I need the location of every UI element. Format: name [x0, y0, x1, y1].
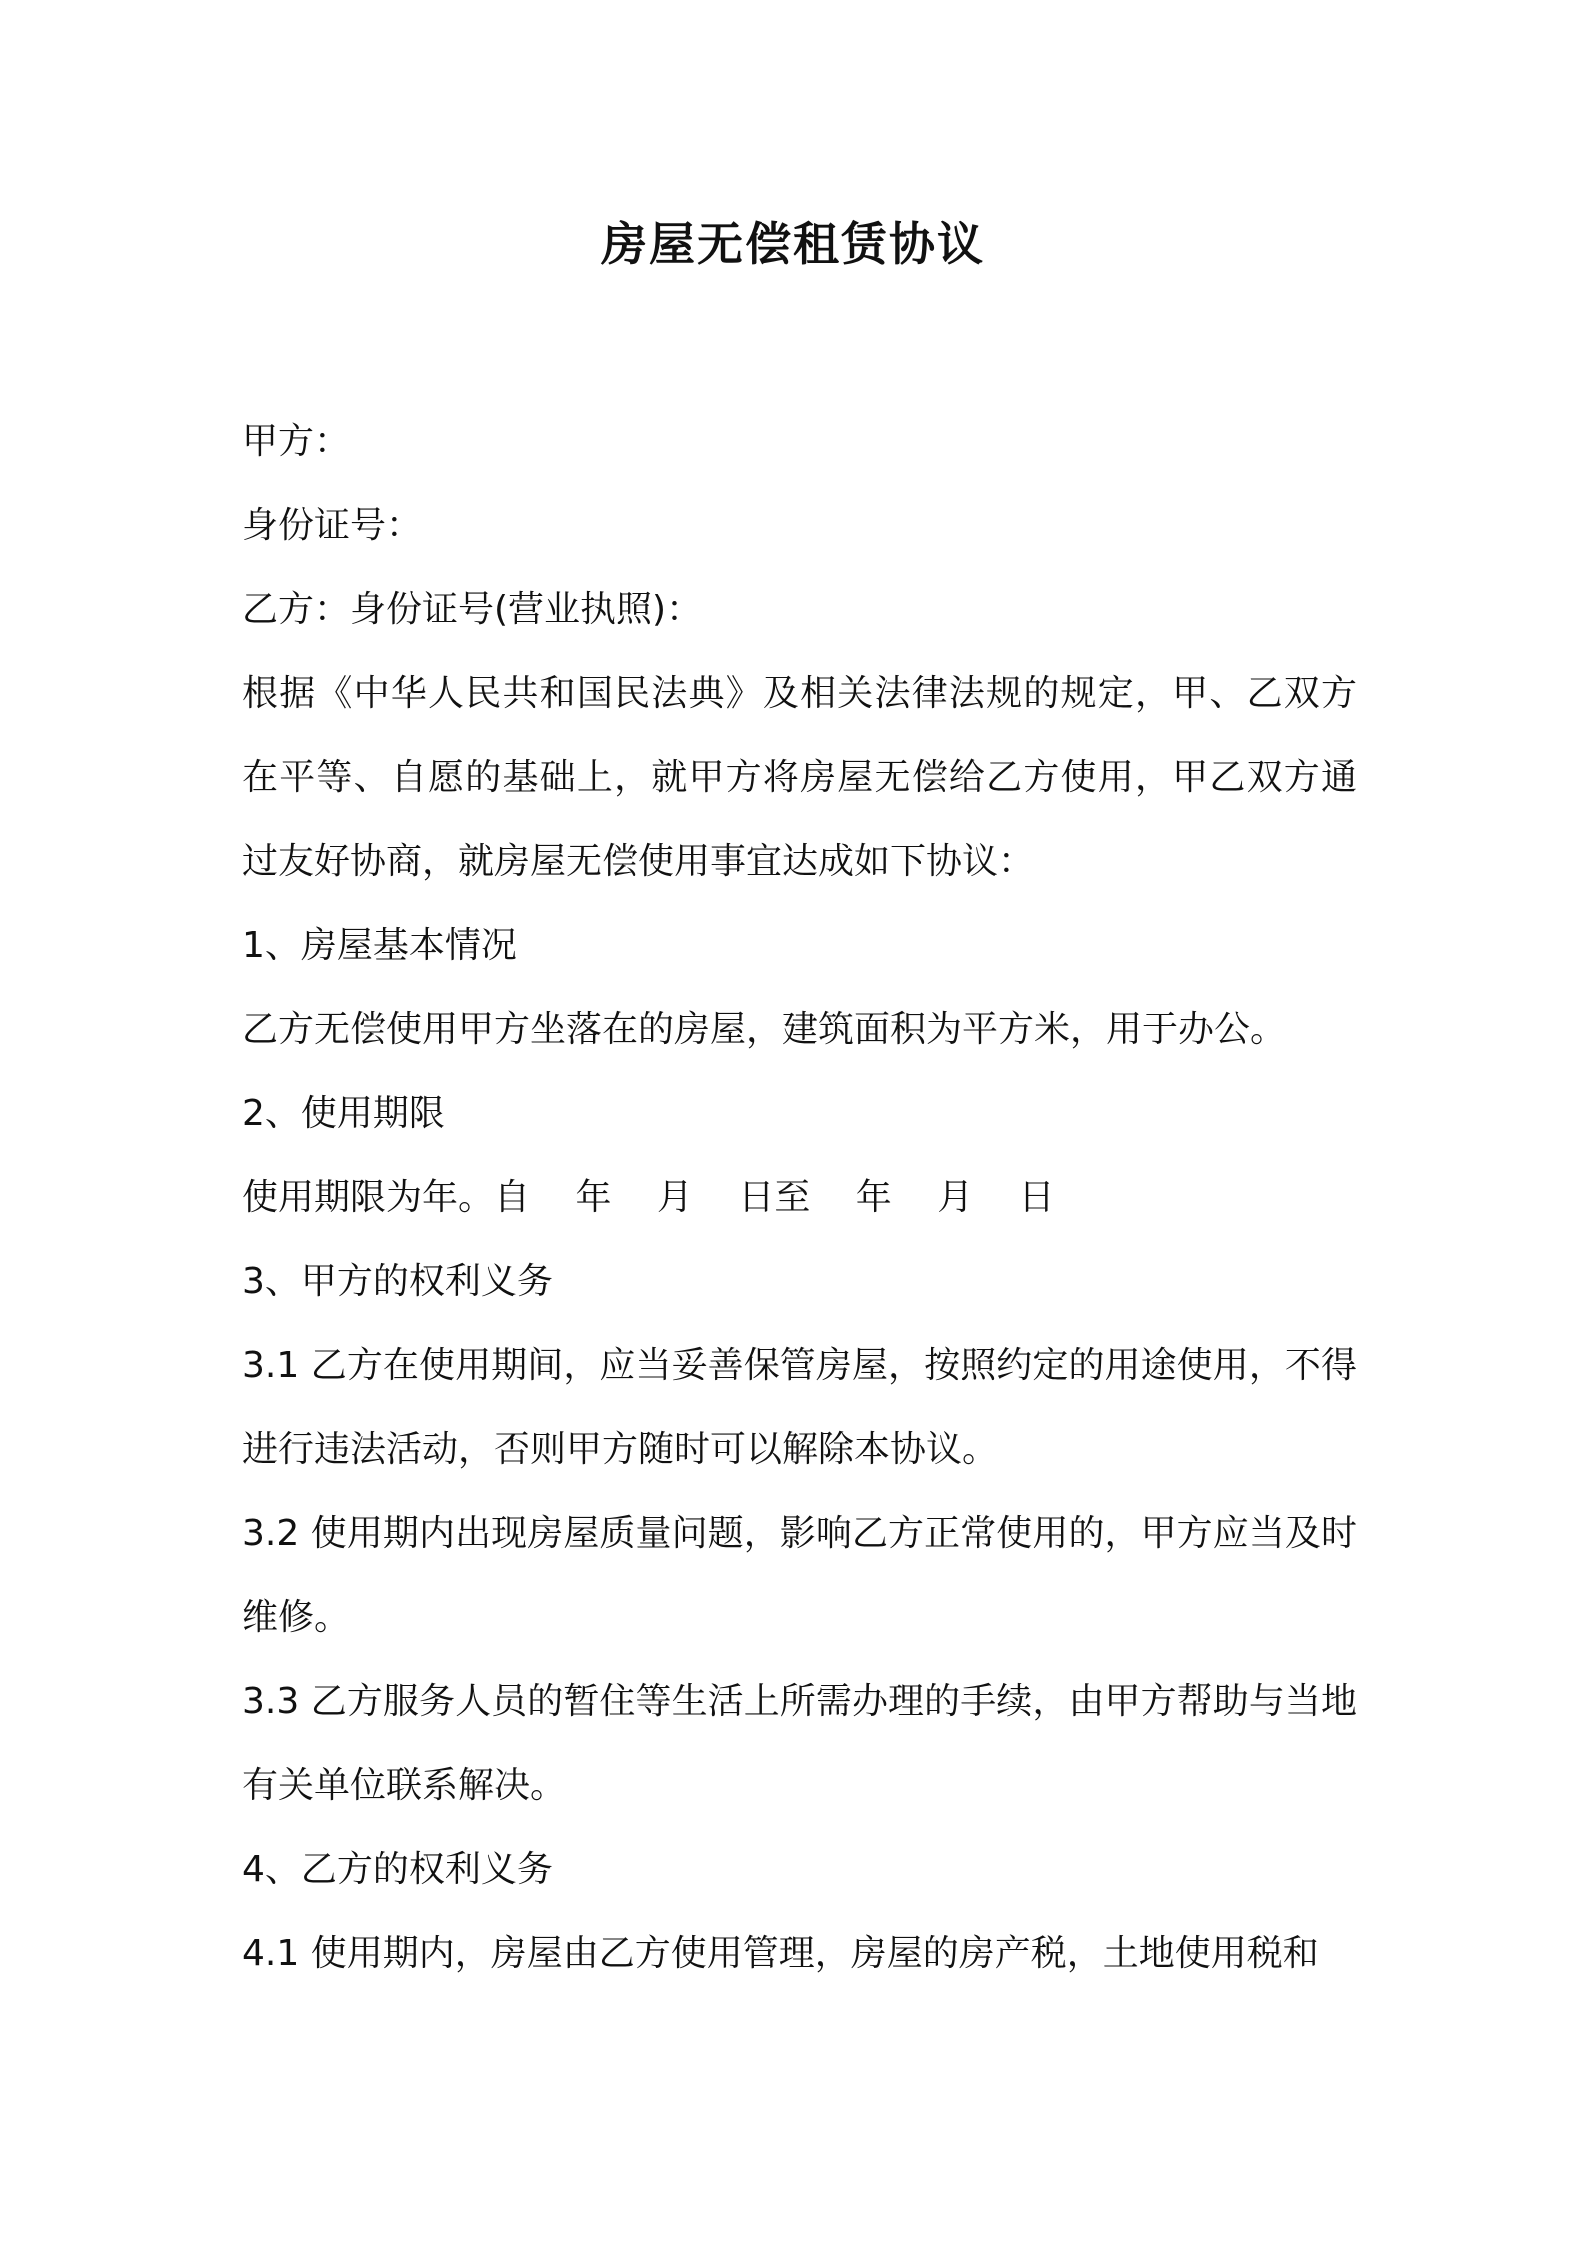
term-dates-text: 使用期限为年。自 年 月 日至 年 月 日 — [242, 1177, 1055, 1218]
section-2-heading: 2、使用期限 — [242, 1093, 445, 1134]
section-4-heading: 4、乙方的权利义务 — [242, 1849, 553, 1890]
preamble-paragraph: 根据《中华人民共和国民法典》及相关法律法规的规定，甲、乙双方在平等、自愿的基础上，就甲方将房屋无偿给乙方使用，甲乙双方通过友好协商，就房屋无偿使用事宜达成如下协议： — [242, 673, 1357, 882]
section-2-text — [242, 1156, 1357, 1240]
party-b-id-line: 乙方：身份证号(营业执照)： — [242, 589, 703, 630]
clause-3-2: 3.2 使用期内出现房屋质量问题，影响乙方正常使用的，甲方应当及时维修。 — [242, 1513, 1357, 1638]
section-1-text: 乙方无偿使用甲方坐落在的房屋，建筑面积为平方米，用于办公。 — [242, 1009, 1287, 1050]
document-title: 房屋无偿租赁协议 — [601, 217, 985, 271]
section-1-heading: 1、房屋基本情况 — [242, 925, 517, 966]
party-a-id-line: 身份证号： — [242, 505, 423, 546]
clause-4-1: 4.1 使用期内，房屋由乙方使用管理，房屋的房产税，土地使用税和 — [242, 1933, 1319, 1974]
party-a-line: 甲方： — [242, 421, 351, 462]
clause-3-3: 3.3 乙方服务人员的暂住等生活上所需办理的手续，由甲方帮助与当地有关单位联系解决。 — [242, 1681, 1357, 1806]
section-3-heading: 3、甲方的权利义务 — [242, 1261, 553, 1302]
clause-3-1: 3.1 乙方在使用期间，应当妥善保管房屋，按照约定的用途使用，不得进行违法活动，否则甲方随时可以解除本协议。 — [242, 1345, 1357, 1470]
document-body — [242, 400, 1357, 1996]
